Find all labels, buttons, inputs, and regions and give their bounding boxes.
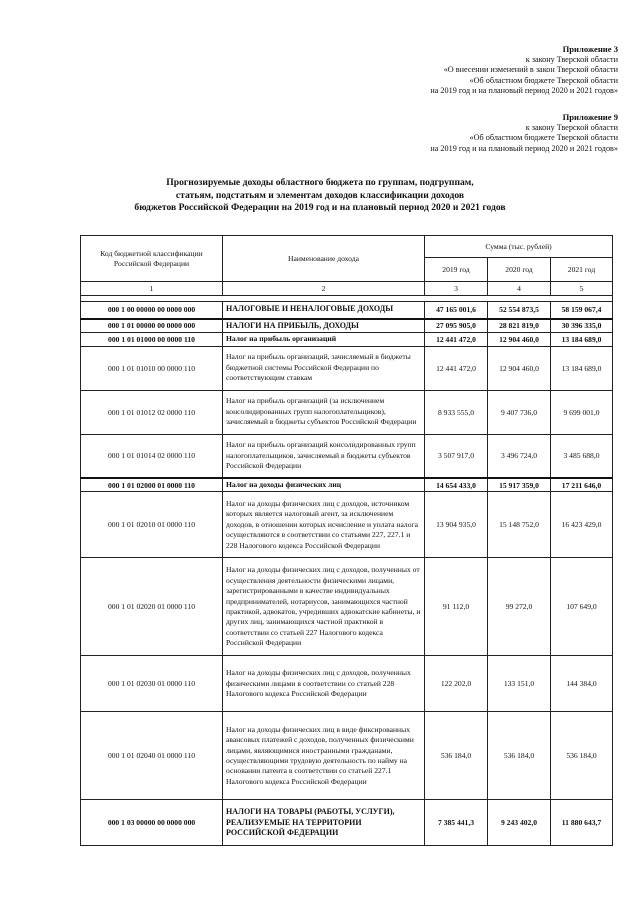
document-title [40,177,600,215]
column-number: 2 [223,282,425,296]
row-code: 000 1 01 02040 01 0000 110 [81,712,223,800]
row-value-2021: 3 485 688,0 [551,434,613,478]
row-value-2020: 536 184,0 [488,712,551,800]
row-value-2020: 9 407 736,0 [488,390,551,434]
appendix-9-line: к закону Тверской области [525,122,618,132]
row-value-2020: 3 496 724,0 [488,434,551,478]
table-row [81,492,613,558]
row-name: Налог на доходы физических лиц с доходов, полученных физическими лицами в соответствии со статьей 228 Налогового кодекса Российской Федерации [223,656,425,712]
title-line: бюджетов Российской Федерации на 2019 год и на плановый период 2020 и 2021 годов [134,202,506,213]
table-row [81,346,613,390]
row-value-2021: 16 423 429,0 [551,492,613,558]
header-code: Код бюджетной классификации Российской Федерации [81,236,223,282]
column-number: 5 [551,282,613,296]
appendix-9-header [430,112,618,154]
column-number: 1 [81,282,223,296]
appendix-9-line: на 2019 год и на плановый период 2020 и 2021 годов» [430,143,618,153]
row-value-2019: 14 654 433,0 [425,478,488,492]
row-code: 000 1 01 01000 00 0000 110 [81,333,223,346]
row-value-2021: 58 159 067,4 [551,302,613,319]
appendix-3-line: к закону Тверской области [525,54,618,64]
row-name: Налог на доходы физических лиц [223,478,425,492]
row-value-2021: 9 699 001,0 [551,390,613,434]
row-name: НАЛОГИ НА ТОВАРЫ (РАБОТЫ, УСЛУГИ), РЕАЛИЗУЕМЫЕ НА ТЕРРИТОРИИ РОССИЙСКОЙ ФЕДЕРАЦИИ [223,800,425,846]
table-row [81,333,613,346]
appendix-9-title: Приложение 9 [562,112,618,122]
row-value-2021: 144 384,0 [551,656,613,712]
row-code: 000 1 01 02020 01 0000 110 [81,558,223,656]
row-value-2021: 536 184,0 [551,712,613,800]
appendix-3-line: «О внесении изменений в закон Тверской области [443,65,618,74]
row-code: 000 1 01 01014 02 0000 110 [81,434,223,478]
row-code: 000 1 01 01010 00 0000 110 [81,346,223,390]
header-sum: Сумма (тыс. рублей) [425,236,613,258]
header-year-2019: 2019 год [425,258,488,282]
column-number: 3 [425,282,488,296]
table-row [81,712,613,800]
row-value-2020: 99 272,0 [488,558,551,656]
table-row [81,558,613,656]
table-row [81,434,613,478]
row-name: Налог на прибыль организаций консолидированных групп налогоплательщиков, зачисляемый в бюджеты субъектов Российской Федерации [223,434,425,478]
table-row [81,390,613,434]
row-value-2019: 7 385 441,3 [425,800,488,846]
header-year-2020: 2020 год [488,258,551,282]
row-code: 000 1 01 00000 00 0000 000 [81,319,223,333]
row-code: 000 1 00 00000 00 0000 000 [81,302,223,319]
row-value-2019: 27 095 905,0 [425,319,488,333]
row-code: 000 1 01 02000 01 0000 110 [81,478,223,492]
row-name: Налог на прибыль организаций [223,333,425,346]
row-value-2019: 122 202,0 [425,656,488,712]
appendix-3-title: Приложение 3 [562,44,618,54]
column-number-row [81,282,613,296]
row-value-2021: 30 396 335,0 [551,319,613,333]
row-name: НАЛОГОВЫЕ И НЕНАЛОГОВЫЕ ДОХОДЫ [223,302,425,319]
row-name: Налог на прибыль организаций (за исключением консолидированных групп налогоплательщиков), зачисляемый в бюджеты субъектов Российской Федерации [223,390,425,434]
row-name: Налог на прибыль организаций, зачисляемый в бюджеты бюджетной системы Российской Федерации по соответствующим ставкам [223,346,425,390]
row-value-2020: 28 821 819,0 [488,319,551,333]
appendix-3-header [430,44,618,97]
title-line: Прогнозируемые доходы областного бюджета по группам, подгруппам, [166,177,474,188]
table-row [81,478,613,492]
row-value-2019: 12 441 472,0 [425,333,488,346]
appendix-3-line: на 2019 год и на плановый период 2020 и 2021 годов» [430,86,618,95]
header-year-2021: 2021 год [551,258,613,282]
row-value-2019: 8 933 555,0 [425,390,488,434]
row-value-2021: 17 211 646,0 [551,478,613,492]
row-code: 000 1 01 01012 02 0000 110 [81,390,223,434]
row-value-2019: 47 165 001,6 [425,302,488,319]
table-row [81,319,613,333]
row-value-2019: 12 441 472,0 [425,346,488,390]
row-value-2020: 12 904 460,0 [488,346,551,390]
row-value-2019: 91 112,0 [425,558,488,656]
row-value-2019: 13 904 935,0 [425,492,488,558]
header-name: Наименование дохода [223,236,425,282]
row-code: 000 1 01 02010 01 0000 110 [81,492,223,558]
column-number: 4 [488,282,551,296]
row-value-2019: 536 184,0 [425,712,488,800]
row-value-2019: 3 507 917,0 [425,434,488,478]
row-name: Налог на доходы физических лиц в виде фиксированных авансовых платежей с доходов, полученных физическими лицами, являющимися иностранными гражданами, осуществляющими трудовую деятельность по найму на основании патента в соответствии со статьей 227.1 Налогового кодекса Российской Федерации [223,712,425,800]
row-value-2021: 107 649,0 [551,558,613,656]
row-code: 000 1 01 02030 01 0000 110 [81,656,223,712]
appendix-3-line: «Об областном бюджете Тверской области [469,75,618,85]
row-value-2020: 52 554 873,5 [488,302,551,319]
table-row [81,656,613,712]
row-value-2020: 9 243 402,0 [488,800,551,846]
row-value-2021: 13 184 689,0 [551,346,613,390]
row-value-2020: 15 917 359,0 [488,478,551,492]
row-value-2020: 15 148 752,0 [488,492,551,558]
row-name: НАЛОГИ НА ПРИБЫЛЬ, ДОХОДЫ [223,319,425,333]
appendix-9-line: «Об областном бюджете Тверской области [469,133,618,142]
row-name: Налог на доходы физических лиц с доходов, источником которых является налоговый агент, за исключением доходов, в отношении которых исчисление и уплата налога осуществляются в соответствии со статьями 227, 227.1 и 228 Налогового кодекса Российской Федерации [223,492,425,558]
title-line: статьям, подстатьям и элементам доходов классификации доходов [175,189,465,201]
table-row [81,302,613,319]
row-code: 000 1 03 00000 00 0000 000 [81,800,223,846]
row-value-2020: 133 151,0 [488,656,551,712]
row-value-2021: 13 184 689,0 [551,333,613,346]
row-value-2020: 12 904 460,0 [488,333,551,346]
revenue-table [80,235,613,846]
row-value-2021: 11 880 643,7 [551,800,613,846]
table-row [81,800,613,846]
row-name: Налог на доходы физических лиц с доходов, полученных от осуществления деятельности физическими лицами, зарегистрированными в качестве индивидуальных предпринимателей, нотариусов, занимающихся частной практикой, адвокатов, учредивших адвокатские кабинеты, и других лиц, занимающихся частной практикой в соответствии со статьей 227 Налогового кодекса Российской Федерации [223,558,425,656]
